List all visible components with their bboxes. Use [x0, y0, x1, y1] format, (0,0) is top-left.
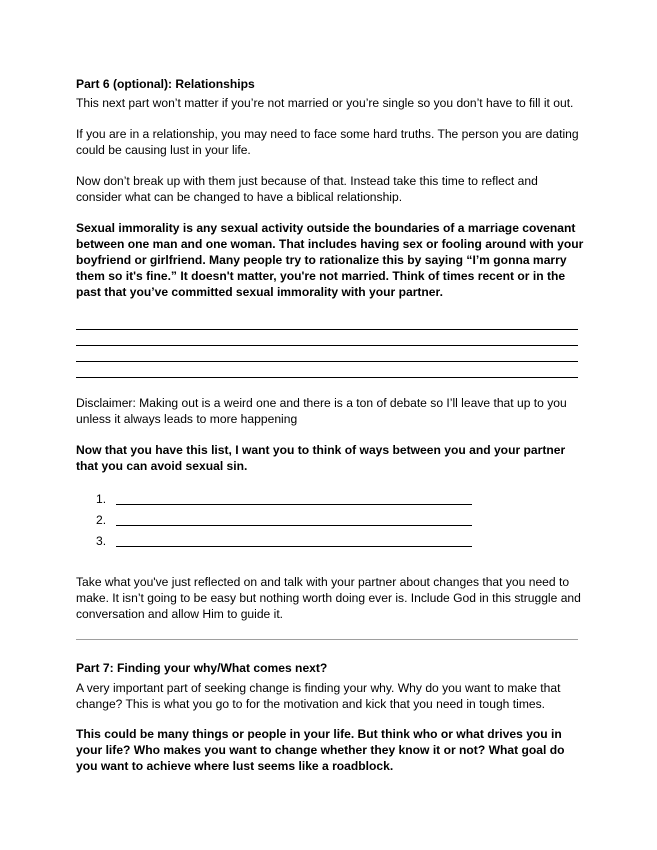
- part6-heading: Part 6 (optional): Relationships: [76, 77, 255, 91]
- part6-reflect-paragraph: Now don’t break up with them just because of that. Instead take this time to reflect and consider what can be changed to have a biblical relationship.: [76, 174, 538, 204]
- list-number: 2.: [96, 513, 107, 527]
- answer-blank[interactable]: [116, 532, 472, 547]
- answer-blank[interactable]: [116, 511, 472, 526]
- list-number: 1.: [96, 492, 107, 506]
- part6-intro-paragraph: This next part won’t matter if you’re not married or you’re single so you don’t have to fill it out.: [76, 96, 574, 110]
- section-divider: [76, 639, 578, 640]
- part6-prompt-paragraph: Now that you have this list, I want you to think of ways between you and your partner that you can avoid sexual sin.: [76, 443, 566, 473]
- part7-why-paragraph: A very important part of seeking change is finding your why. Why do you want to make that change? This is what you go to for the motivation and kick that you need in tough times.: [76, 681, 561, 711]
- document-page: [76, 74, 584, 774]
- part6-talk-paragraph: Take what you've just reflected on and talk with your partner about changes that you need to make. It isn’t going to be easy but nothing worth doing ever is. Include God in this struggle and conversation and allow Him to guide it.: [76, 575, 581, 621]
- blank-line[interactable]: [76, 314, 578, 330]
- list-item: [76, 507, 584, 528]
- list-item: [76, 486, 584, 507]
- reflection-blank-lines[interactable]: [76, 314, 584, 378]
- part7-drives-paragraph: This could be many things or people in your life. But think who or what drives you in your life? Who makes you want to change whether they know it or not? What goal do you want to achieve where lust seems like a roadblock.: [76, 727, 565, 773]
- blank-line[interactable]: [76, 362, 578, 378]
- part6-sexual-immorality-paragraph: Sexual immorality is any sexual activity outside the boundaries of a marriage covenant between one man and one woman. That includes having sex or fooling around with your boyfriend or girlfriend. Many people try to rationalize this by saying “I’m gonna marry them so it's fine.” It doesn't matter, you're not married. Think of times recent or in the past that you’ve committed sexual immorality with your partner.: [76, 221, 584, 299]
- answer-list: [76, 486, 584, 549]
- part6-disclaimer-paragraph: Disclaimer: Making out is a weird one and there is a ton of debate so I’ll leave that up to you unless it always leads to more happening: [76, 396, 567, 426]
- list-item: [76, 528, 584, 549]
- part6-hard-truths-paragraph: If you are in a relationship, you may need to face some hard truths. The person you are dating could be causing lust in your life.: [76, 127, 579, 157]
- blank-line[interactable]: [76, 346, 578, 362]
- list-number: 3.: [96, 534, 107, 548]
- answer-blank[interactable]: [116, 490, 472, 505]
- blank-line[interactable]: [76, 330, 578, 346]
- part7-heading: Part 7: Finding your why/What comes next?: [76, 661, 328, 675]
